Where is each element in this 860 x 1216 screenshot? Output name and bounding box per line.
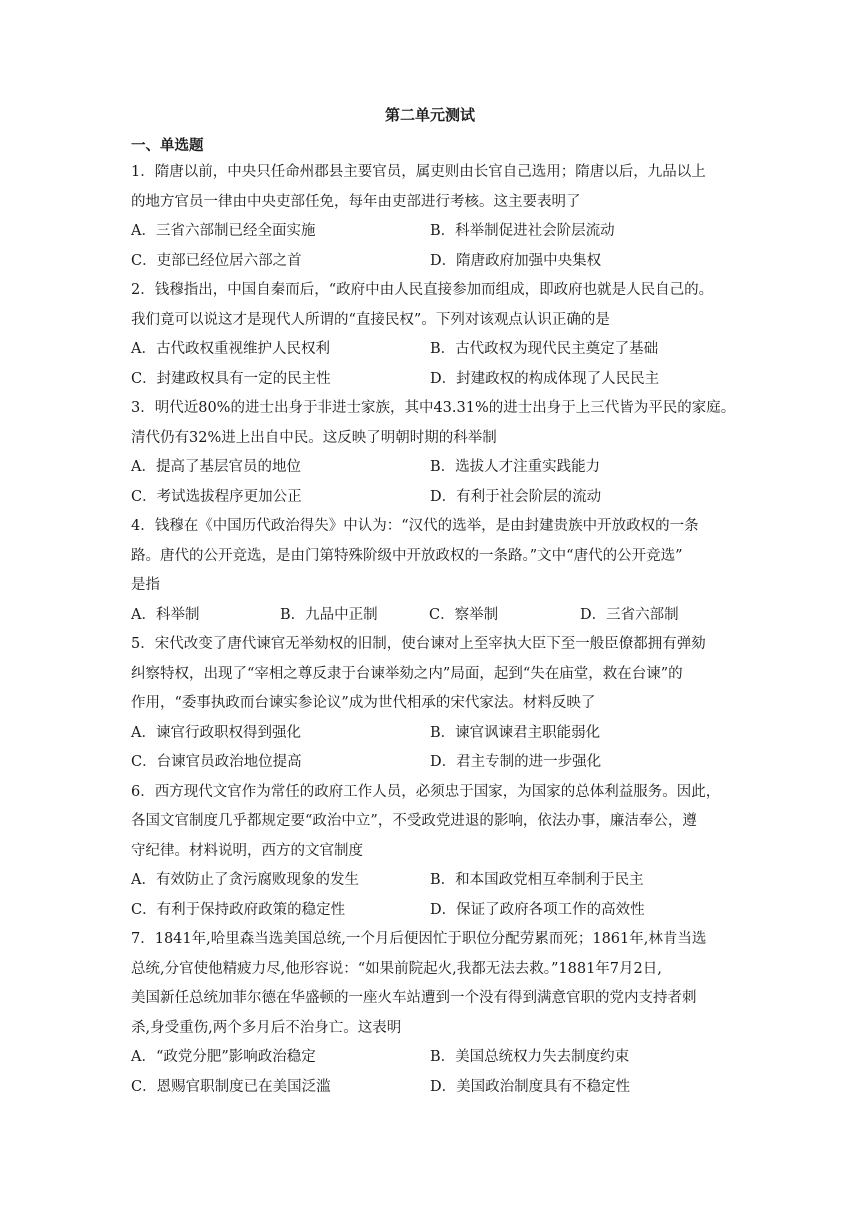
question-text-line: 路。唐代的公开竞选，是由门第特殊阶级中开放政权的一条路。”文中“唐代的公开竞选” — [131, 547, 683, 564]
option-b: B．谏官讽谏君主职能弱化 — [430, 724, 601, 741]
option-c: C．封建政权具有一定的民主性 — [131, 370, 331, 387]
option-a: A．有效防止了贪污腐败现象的发生 — [131, 872, 359, 888]
option-b: B．九品中正制 — [280, 606, 378, 623]
question-text-line: 5．宋代改变了唐代谏官无举劾权的旧制，使台谏对上至宰执大臣下至一般臣僚都拥有弹劾 — [131, 636, 706, 652]
option-b: B．和本国政党相互牵制利于民主 — [430, 872, 644, 888]
question-text-line: 杀,身受重伤,两个多月后不治身亡。这表明 — [131, 1019, 402, 1036]
options-row — [131, 866, 731, 896]
question-block — [131, 394, 736, 512]
question-block — [131, 276, 731, 394]
options-row — [131, 719, 731, 749]
question-text-line: 纠察特权，出现了“宰相之尊反隶于台谏举劾之内”局面，起到“失在庙堂，救在台谏”的 — [131, 665, 683, 682]
question-text-line: 6．西方现代文官作为常任的政府工作人员，必须忠于国家，为国家的总体利益服务。因此， — [131, 783, 721, 800]
option-c: C．台谏官员政治地位提高 — [131, 754, 302, 770]
option-c: C．恩赐官职制度已在美国泛滥 — [131, 1078, 331, 1095]
question-text-line: 各国文官制度几乎都规定要“政治中立”，不受政党进退的影响，依法办事，廉洁奉公，遵 — [131, 813, 697, 829]
option-d: D．君主专制的进一步强化 — [430, 754, 602, 770]
options-row — [131, 748, 731, 778]
options-row — [131, 365, 731, 395]
options-row — [131, 217, 731, 247]
option-c: C．察举制 — [429, 606, 499, 623]
options-row — [131, 247, 731, 277]
option-a: A．科举制 — [131, 606, 200, 623]
question-block — [131, 512, 731, 630]
question-text-line: 清代仍有32%进上出自中民。这反映了明朝时期的科举制 — [131, 429, 497, 446]
question-text-line: 作用，“委事执政而台谏实参论议”成为世代相承的宋代家法。材料反映了 — [131, 695, 596, 711]
option-d: D．美国政治制度具有不稳定性 — [430, 1078, 631, 1095]
options-row — [131, 896, 731, 926]
question-text-line: 是指 — [131, 577, 160, 593]
option-d: D．有利于社会阶层的流动 — [430, 488, 602, 505]
options-row — [131, 1073, 731, 1103]
question-block — [131, 158, 731, 276]
option-d: D．保证了政府各项工作的高效性 — [430, 901, 645, 918]
option-a: A．提高了基层官员的地位 — [131, 459, 301, 475]
options-row — [131, 335, 731, 365]
option-c: C．有利于保持政府政策的稳定性 — [131, 901, 346, 918]
option-b: B．美国总统权力失去制度约束 — [430, 1049, 630, 1065]
options-row — [131, 453, 731, 483]
page-title: 第二单元测试 — [384, 106, 475, 124]
option-c: C．吏部已经位居六部之首 — [131, 252, 302, 269]
option-b: B．古代政权为现代民主奠定了基础 — [430, 341, 659, 357]
option-c: C．考试选拔程序更加公正 — [131, 488, 302, 505]
question-text-line: 美国新任总统加菲尔德在华盛顿的一座火车站遭到一个没有得到满意官职的党内支持者刺 — [131, 990, 697, 1006]
question-text-line: 4．钱穆在《中国历代政治得失》中认为：“汉代的选举，是由封建贵族中开放政权的一条 — [131, 518, 699, 534]
option-d: D．隋唐政府加强中央集权 — [430, 252, 602, 269]
option-d: D．封建政权的构成体现了人民民主 — [430, 370, 660, 387]
question-text-line: 7．1841年,哈里森当选美国总统,一个月后便因忙于职位分配劳累而死；1861年,林肯当选 — [131, 931, 707, 947]
option-a: A．“政党分肥”影响政治稳定 — [131, 1049, 316, 1065]
question-text-line: 的地方官员一律由中央吏部任免，每年由吏部进行考核。这主要表明了 — [131, 193, 581, 210]
question-block — [131, 925, 731, 1102]
option-a: A．三省六部制已经全面实施 — [131, 223, 316, 239]
options-row — [131, 1043, 731, 1073]
question-text-line: 我们竟可以说这才是现代人所谓的“直接民权”。下列对该观点认识正确的是 — [131, 311, 610, 328]
option-a: A．谏官行政职权得到强化 — [131, 724, 301, 741]
question-text-line: 2．钱穆指出，中国自秦而后，“政府中由人民直接参加而组成，即政府也就是人民自己的。 — [131, 282, 714, 298]
question-text-line: 1．隋唐以前，中央只任命州郡县主要官员，属吏则由长官自己选用；隋唐以后，九品以上 — [131, 164, 706, 180]
option-d: D．三省六部制 — [580, 606, 679, 623]
question-list — [131, 158, 736, 1102]
question-text-line: 总统,分官使他精疲力尽,他形容说：“如果前院起火,我都无法去救。”1881年7月2日, — [131, 960, 662, 977]
question-block — [131, 778, 731, 926]
question-block — [131, 630, 731, 778]
question-text-line: 3．明代近80%的进士出身于非进士家族，其中43.31%的进士出身于上三代皆为平民的家庭。 — [131, 400, 736, 416]
option-b: B．科举制促进社会阶层流动 — [430, 223, 615, 239]
options-row — [131, 483, 731, 513]
question-text-line: 守纪律。材料说明，西方的文官制度 — [131, 842, 363, 859]
option-b: B．选拔人才注重实践能力 — [430, 459, 601, 475]
section-heading: 一、单选题 — [131, 138, 204, 154]
options-row — [131, 601, 731, 631]
option-a: A．古代政权重视维护人民权利 — [131, 341, 330, 357]
